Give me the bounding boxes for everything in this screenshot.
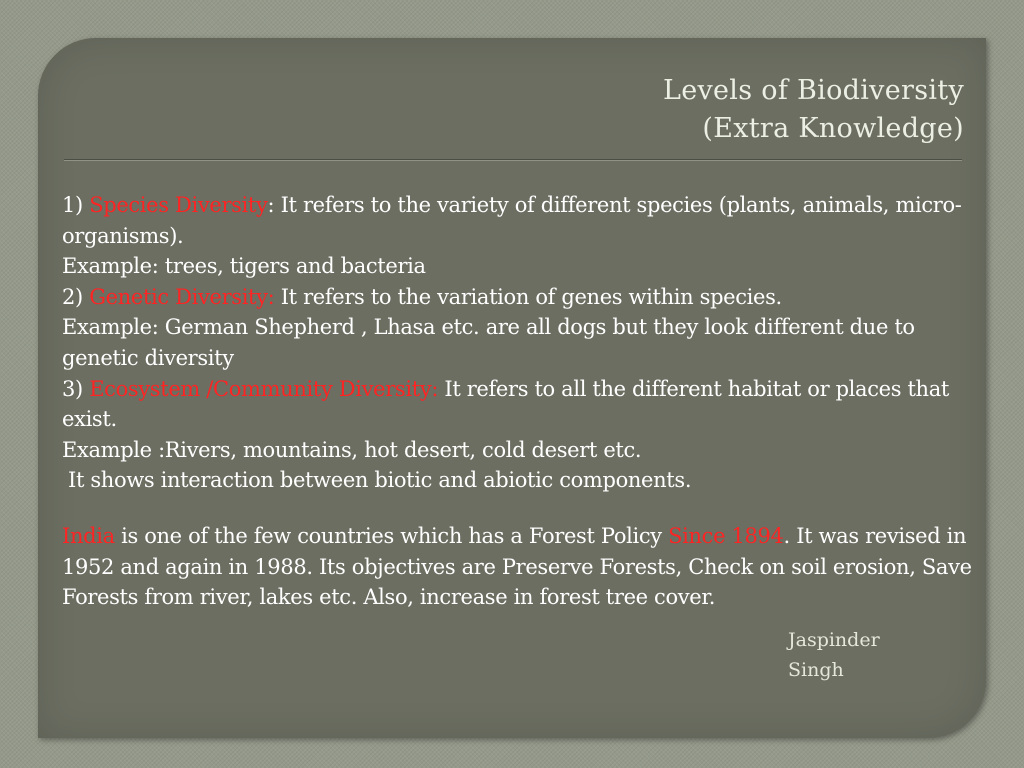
ecosystem-diversity-example: Example :Rivers, mountains, hot desert, cold desert etc. [62,437,642,462]
forest-policy-paragraph [62,521,972,613]
slide-title [663,72,964,148]
genetic-diversity-example: Example: German Shepherd , Lhasa etc. are all dogs but they look different due to genetic diversity [62,315,915,370]
genetic-diversity-definition: It refers to the variation of genes within species. [274,284,782,309]
ecosystem-interaction-note: It shows interaction between biotic and abiotic components. [68,468,692,493]
forest-policy-text-2: . It was revised in 1952 and again in 1988. Its objectives are Preserve Forests, Check on soil erosion, Save Forests from river, lakes etc. Also, increase in forest tree cover. [62,523,972,610]
ecosystem-diversity-paragraph [62,374,972,435]
india-term: India [62,523,115,548]
species-diversity-term: Species Diversity [89,193,268,217]
forest-policy-year: Since 1894 [668,523,784,548]
paragraph-spacer [62,496,972,521]
author-first-name: Jaspinder [788,629,880,651]
author-credit [788,625,880,685]
species-diversity-definition: : It refers to the variety of different species (plants, animals, micro-organisms). [62,193,962,248]
title-line-2: (Extra Knowledge) [702,113,964,144]
title-line-1: Levels of Biodiversity [662,75,964,106]
author-last-name: Singh [788,659,844,681]
item1-number: 1) [62,193,90,217]
title-divider [64,159,962,161]
genetic-diversity-paragraph [62,282,972,313]
species-diversity-example: Example: trees, tigers and bacteria [62,254,426,279]
genetic-diversity-term: Genetic Diversity: [89,284,275,309]
ecosystem-diversity-definition: It refers to all the different habitat or places that exist. [62,376,949,432]
slide-body [62,190,972,613]
item2-number: 2) [62,284,90,309]
species-diversity-paragraph [62,190,972,251]
item3-number: 3) [62,376,90,401]
forest-policy-text-1: is one of the few countries which has a Forest Policy [114,523,669,548]
ecosystem-diversity-term: Ecosystem /Community Diversity: [89,376,439,401]
